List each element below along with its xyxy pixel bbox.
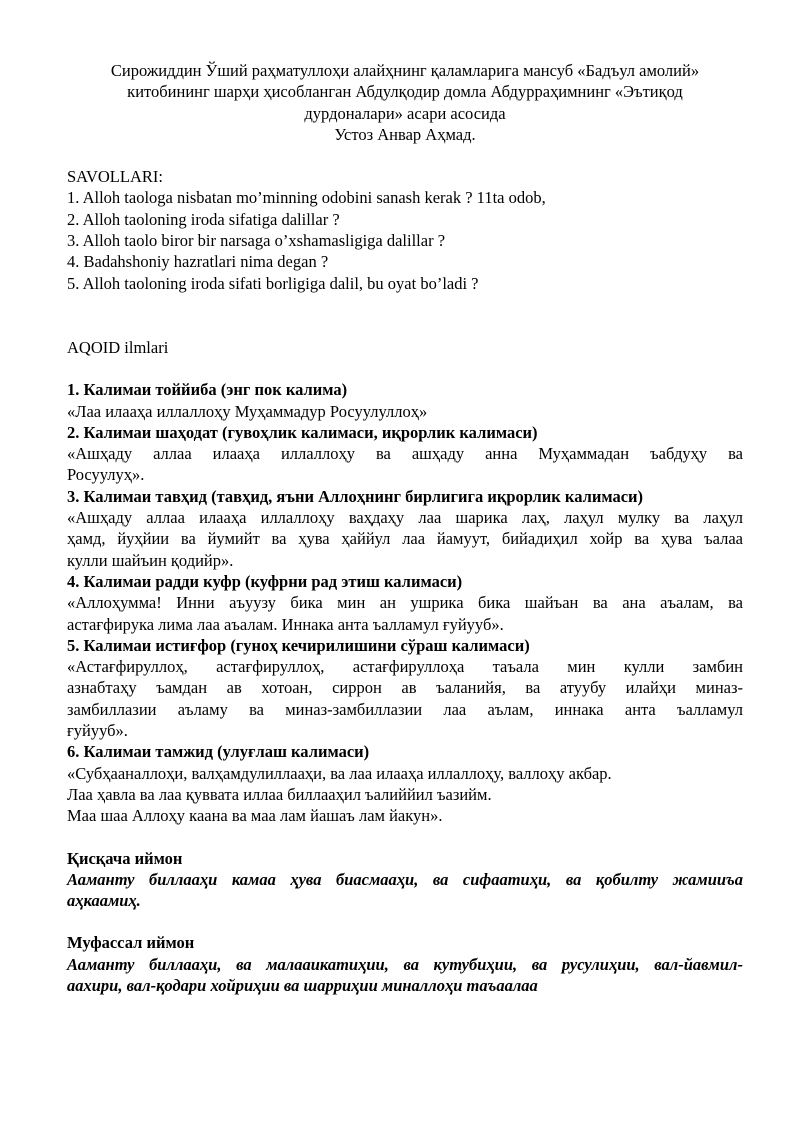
question-item: 1. Alloh taologa nisbatan mo’minning odobini sanash kerak ? 11ta odob,: [67, 188, 546, 208]
questions-section: [67, 166, 743, 294]
iman-short-section: [67, 848, 743, 912]
header-line: дурдоналари» асари асосида: [304, 103, 506, 123]
kalima-line: ҳамд, йуҳйии ва йумийт ва ҳува ҳаййул лаа йамуут, бийадиҳил хойр ва ҳува ъалаа: [67, 529, 743, 549]
kalima-title: 5. Калимаи истиғфор (гуноҳ кечирилишини сўраш калимаси): [67, 635, 530, 655]
kalima-text: [67, 763, 743, 827]
kalima-title: 1. Калимаи тоййиба (энг пок калима): [67, 380, 348, 400]
kalima-line: астағфирука лима лаа аъалам. Иннака анта ъалламул ғуйууб».: [67, 614, 504, 634]
kalima-block: [67, 571, 743, 635]
kalima-block: [67, 635, 743, 741]
kalima-line: Росуулуҳ».: [67, 465, 145, 485]
questions-title: SAVOLLARI:: [67, 167, 163, 187]
kalima-block: [67, 422, 743, 486]
iman-line: аахири, вал-қодари хойриҳии ва шарриҳии миналлоҳи таъаалаа: [67, 975, 538, 995]
kalima-line: «Лаа илааҳа иллаллоҳу Муҳаммадур Росуулуллоҳ»: [67, 401, 428, 421]
iman-short-text: [67, 869, 743, 912]
kalima-block: [67, 486, 743, 571]
kalima-title: 6. Калимаи тамжид (улуғлаш калимаси): [67, 742, 370, 762]
kalima-line: азнабтаҳу ъамдан ав хотоан, сиррон ав ъаланийя, ва атуубу илайҳи миназ-: [67, 678, 743, 698]
iman-short-title: Қисқача иймон: [67, 848, 183, 868]
kalima-block: [67, 741, 743, 826]
kalima-line: «Субҳааналлоҳи, валҳамдулиллааҳи, ва лаа илааҳа иллаллоҳу, валлоҳу акбар.: [67, 763, 612, 783]
kalima-block: [67, 379, 743, 422]
header-line: Сирожиддин Ўший раҳматуллоҳи алайҳнинг қаламларига мансуб «Бадъул амолий»: [110, 61, 700, 80]
kalima-text: [67, 443, 743, 486]
kalima-line: «Ашҳаду аллаа илааҳа иллаллоҳу ва ашҳаду анна Муҳаммадан ъабдуҳу ва: [67, 444, 743, 464]
iman-line: аҳкаамиҳ.: [67, 891, 141, 911]
kalima-line: Лаа ҳавла ва лаа қуввата иллаа биллааҳил ъалиййил ъазийм.: [67, 784, 492, 804]
kalima-section: [67, 379, 743, 826]
kalima-line: «Астағфируллоҳ, астағфируллоҳ, астағфируллоҳа таъала мин кулли замбин: [67, 657, 743, 677]
iman-detailed-text: [67, 954, 743, 997]
kalima-line: Маа шаа Аллоҳу каана ва маа лам йашаъ лам йакун».: [67, 806, 443, 826]
iman-detailed-title: Муфассал иймон: [67, 933, 195, 953]
kalima-text: [67, 656, 743, 741]
kalima-text: [67, 592, 743, 635]
kalima-title: 4. Калимаи радди куфр (куфрни рад этиш калимаси): [67, 571, 463, 591]
iman-detailed-section: [67, 932, 743, 996]
header-author: Устоз Анвар Аҳмад.: [334, 124, 476, 144]
document-header: [67, 60, 743, 145]
kalima-title: 3. Калимаи тавҳид (тавҳид, яъни Аллоҳнинг бирлигига иқрорлик калимаси): [67, 486, 644, 506]
kalima-title: 2. Калимаи шаҳодат (гувоҳлик калимаси, иқрорлик калимаси): [67, 422, 538, 442]
iman-line: Ааманту биллааҳи, ва малаaикатиҳии, ва кутубиҳии, ва русулиҳии, вал-йавмил-: [67, 954, 743, 974]
header-line: китобининг шарҳи ҳисобланган Абдулқодир домла Абдурраҳимнинг «Эътиқод: [127, 82, 683, 102]
question-item: 3. Alloh taolo biror bir narsaga o’xshamasligiga dalillar ?: [67, 231, 446, 251]
kalima-line: ғуйууб».: [67, 721, 128, 741]
question-item: 4. Badahshoniy hazratlari nima degan ?: [67, 252, 329, 272]
kalima-line: кулли шайъин қодийр».: [67, 550, 234, 570]
kalima-line: замбиллазии аъламу ва миназ-замбиллазии лаа аълам, иннака анта ъалламул: [67, 699, 743, 719]
question-item: 5. Alloh taoloning iroda sifati borligiga dalil, bu oyat bo’ladi ?: [67, 273, 479, 293]
iman-line: Ааманту биллааҳи камаа ҳува биасмааҳи, ва сифаатиҳи, ва қобилту жамииъа: [67, 869, 743, 889]
aqoid-title: AQOID ilmlari: [67, 337, 169, 357]
kalima-line: «Аллоҳумма! Инни аъуузу бика мин ан ушрика бика шайъан ва ана аъалам, ва: [67, 593, 743, 613]
kalima-text: [67, 507, 743, 571]
question-item: 2. Alloh taoloning iroda sifatiga dalillar ?: [67, 209, 340, 229]
kalima-text: [67, 401, 743, 422]
kalima-line: «Ашҳаду аллаа илааҳа иллаллоҳу ваҳдаҳу лаа шарика лаҳ, лаҳул мулку ва лаҳул: [67, 508, 743, 528]
